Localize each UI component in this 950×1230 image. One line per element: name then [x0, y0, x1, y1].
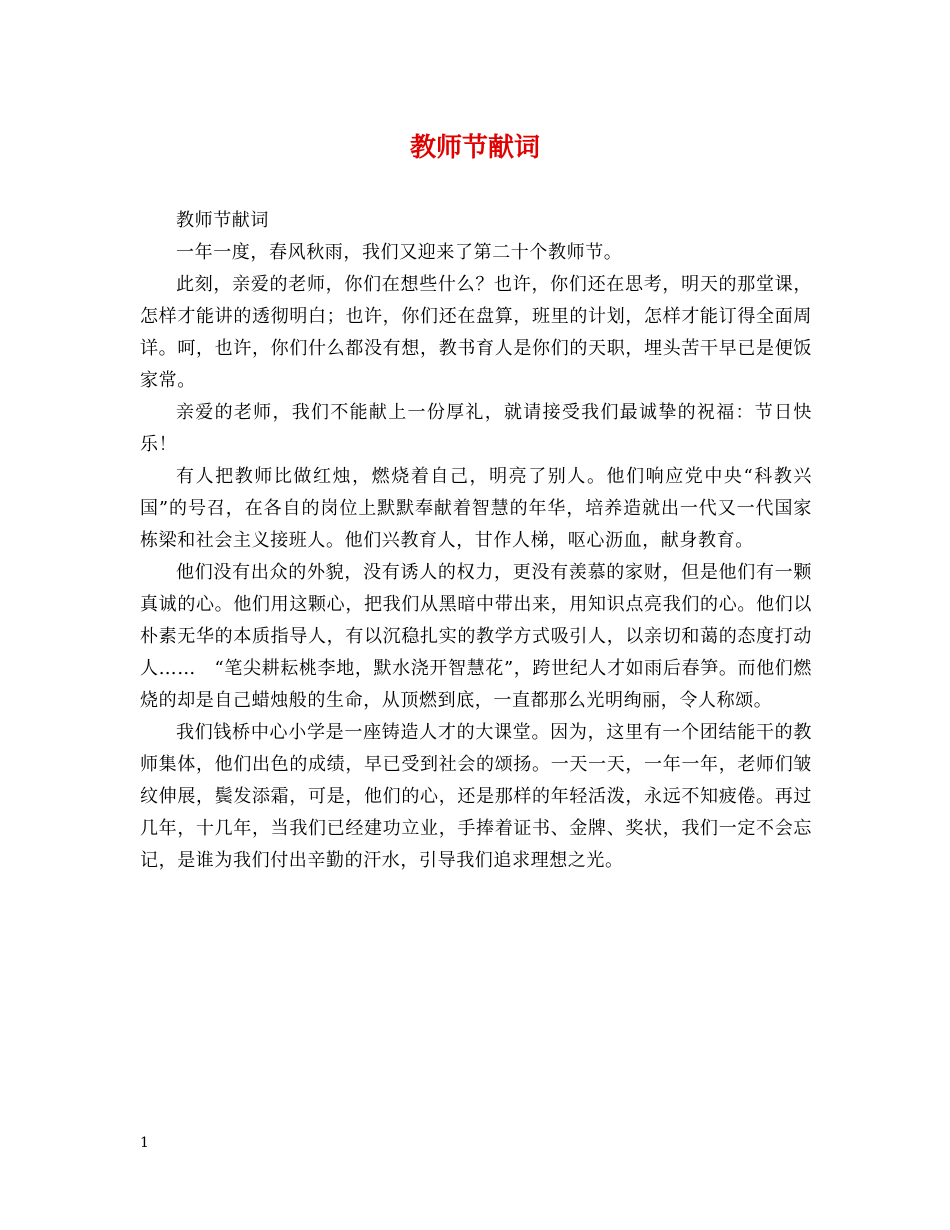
paragraph: 他们没有出众的外貌，没有诱人的权力，更没有羡慕的家财，但是他们有一颗真诚的心。他们用这颗心，把我们从黑暗中带出来，用知识点亮我们的心。他们以朴素无华的本质指导人，有以沉稳扎实的教学方式吸引人，以亲切和蔼的态度打动人…… “笔尖耕耘桃李地，默水浇开智慧花”，跨世纪人才如雨后春笋。而他们燃烧的却是自己蜡烛般的生命，从顶燃到底，一直都那么光明绚丽，令人称颂。: [140, 562, 812, 711]
paragraph: 一年一度，春风秋雨，我们又迎来了第二十个教师节。: [176, 242, 623, 263]
document-body: [140, 205, 812, 877]
paragraph: 亲爱的老师，我们不能献上一份厚礼，就请接受我们最诚挚的祝福：节日快乐！: [140, 402, 812, 455]
paragraph: 此刻，亲爱的老师，你们在想些什么？也许，你们还在思考，明天的那堂课，怎样才能讲的透彻明白；也许，你们还在盘算，班里的计划，怎样才能订得全面周详。呵，也许，你们什么都没有想，教书育人是你们的天职，埋头苦干早已是便饭家常。: [140, 274, 812, 391]
paragraph: 我们钱桥中心小学是一座铸造人才的大课堂。因为，这里有一个团结能干的教师集体，他们出色的成绩，早已受到社会的颂扬。一天一天，一年一年，老师们皱纹伸展，鬓发添霜，可是，他们的心，还是那样的年轻活泼，永远不知疲倦。再过几年，十几年，当我们已经建功立业，手捧着证书、金牌、奖状，我们一定不会忘记，是谁为我们付出辛勤的汗水，引导我们追求理想之光。: [140, 722, 812, 871]
document-title: 教师节献词: [409, 133, 540, 163]
page-number: 1: [140, 1135, 149, 1151]
paragraph-heading: 教师节献词: [176, 210, 269, 231]
paragraph: 有人把教师比做红烛，燃烧着自己，明亮了别人。他们响应党中央“科教兴国”的号召，在各自的岗位上默默奉献着智慧的年华，培养造就出一代又一代国家栋梁和社会主义接班人。他们兴教育人，甘作人梯，呕心沥血，献身教育。: [140, 466, 812, 551]
